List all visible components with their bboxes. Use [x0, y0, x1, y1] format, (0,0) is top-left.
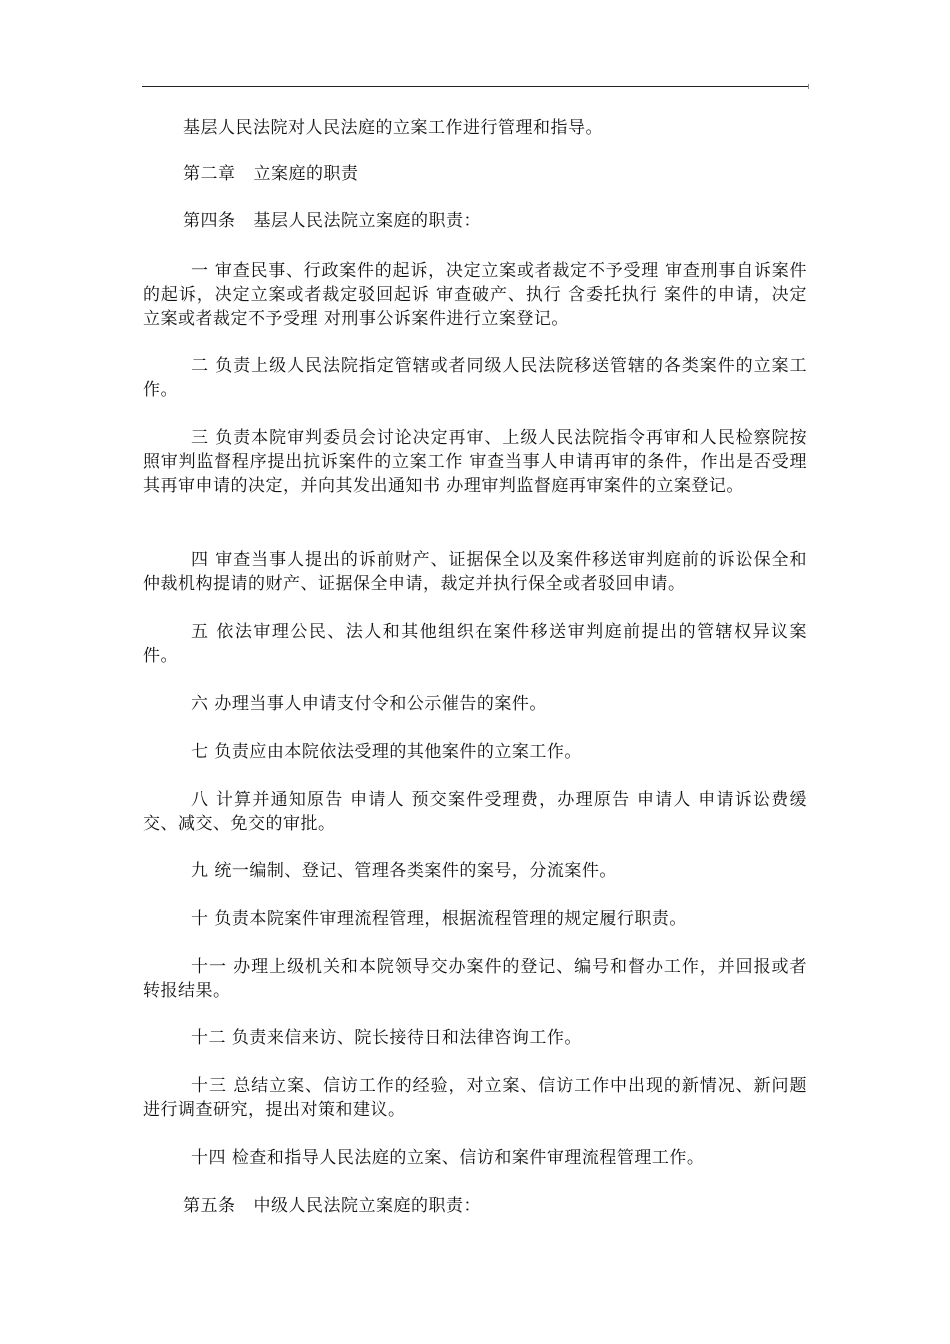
chapter-heading: [183, 162, 847, 186]
list-item: 十二 负责来信来访、院长接待日和法律咨询工作。: [191, 1028, 582, 1048]
list-item: 九 统一编制、登记、管理各类案件的案号，分流案件。: [191, 861, 617, 881]
list-item: 十三 总结立案、信访工作的经验，对立案、信访工作中出现的新情况、新问题进行调查研究，提出对策和建议。: [143, 1076, 807, 1120]
article-4-heading: [183, 209, 847, 233]
article-4-title: 基层人民法院立案庭的职责：: [253, 211, 481, 231]
chapter-number: 第二章: [183, 164, 236, 184]
list-item: 七 负责应由本院依法受理的其他案件的立案工作。: [191, 742, 582, 762]
intro-paragraph: 基层人民法院对人民法庭的立案工作进行管理和指导。: [183, 118, 603, 138]
list-item: 四 审查当事人提出的诉前财产、证据保全以及案件移送审判庭前的诉讼保全和仲裁机构提请的财产、证据保全申请，裁定并执行保全或者驳回申请。: [143, 550, 807, 594]
list-item: 十一 办理上级机关和本院领导交办案件的登记、编号和督办工作，并回报或者转报结果。: [143, 957, 807, 1001]
list-item: 十 负责本院案件审理流程管理，根据流程管理的规定履行职责。: [191, 909, 687, 929]
chapter-title: 立案庭的职责: [253, 164, 359, 184]
list-item: 五 依法审理公民、法人和其他组织在案件移送审判庭前提出的管辖权异议案件。: [143, 622, 807, 666]
list-item: 二 负责上级人民法院指定管辖或者同级人民法院移送管辖的各类案件的立案工作。: [143, 356, 807, 400]
article-5-number: 第五条: [183, 1196, 236, 1216]
article-5-title: 中级人民法院立案庭的职责：: [253, 1196, 481, 1216]
article-4-number: 第四条: [183, 211, 236, 231]
article-5-heading: [183, 1194, 847, 1218]
list-item: 六 办理当事人申请支付令和公示催告的案件。: [191, 694, 547, 714]
header-rule: [142, 86, 808, 87]
list-item: 十四 检查和指导人民法庭的立案、信访和案件审理流程管理工作。: [191, 1148, 705, 1168]
list-item: 一 审查民事、行政案件的起诉，决定立案或者裁定不予受理 审查刑事自诉案件的起诉，决定立案或者裁定驳回起诉 审查破产、执行 含委托执行 案件的申请，决定立案或者裁定不予受理 对刑事公诉案件进行立案登记。: [143, 261, 807, 329]
header-rule-end-mark: [808, 84, 809, 89]
list-item: 三 负责本院审判委员会讨论决定再审、上级人民法院指令再审和人民检察院按照审判监督程序提出抗诉案件的立案工作 审查当事人申请再审的条件，作出是否受理其再审申请的决定，并向其发出通知书 办理审判监督庭再审案件的立案登记。: [143, 428, 807, 496]
list-item: 八 计算并通知原告 申请人 预交案件受理费，办理原告 申请人 申请诉讼费缓交、减交、免交的审批。: [143, 790, 807, 834]
